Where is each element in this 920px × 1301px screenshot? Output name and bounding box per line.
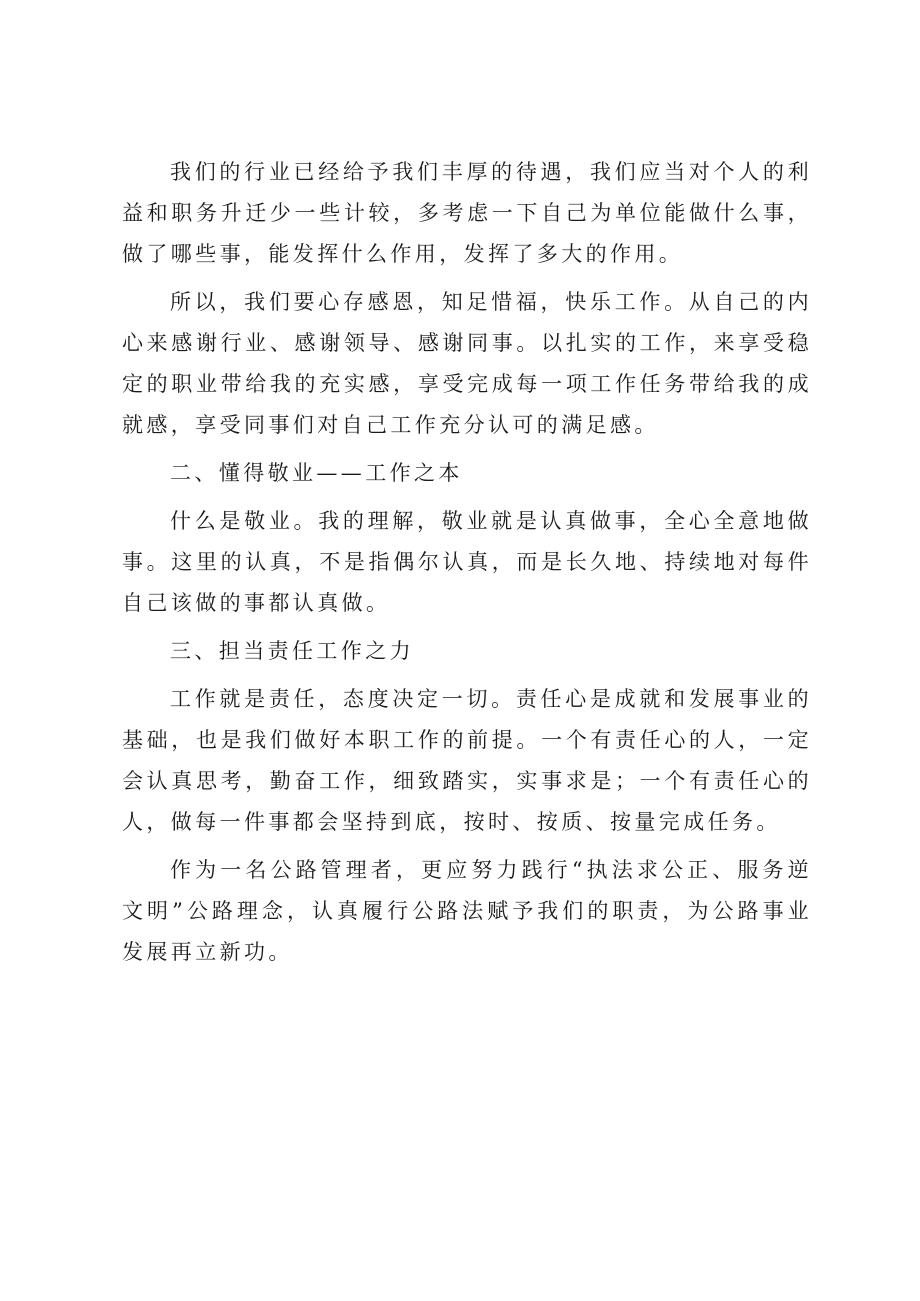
paragraph-responsibility: 工作就是责任，态度决定一切。责任心是成就和发展事业的基础，也是我们做好本职工作的前提。一个有责任心的人，一定会认真思考，勤奋工作，细致踏实，实事求是；一个有责任心的人，做每一件事都会坚持到底，按时、按质、按量完成任务。 (122, 687, 812, 834)
section-heading-dedication: 二、懂得敬业——工作之本 (170, 461, 463, 485)
paragraph-gratitude-conclusion: 所以，我们要心存感恩，知足惜福，快乐工作。从自己的内心来感谢行业、感谢领导、感谢同事。以扎实的工作，来享受稳定的职业带给我的充实感，享受完成每一项工作任务带给我的成就感，享受同事们对自己工作充分认可的满足感。 (122, 290, 812, 437)
paragraph-gratitude-intro: 我们的行业已经给予我们丰厚的待遇，我们应当对个人的利益和职务升迁少一些计较，多考虑一下自己为单位能做什么事，做了哪些事，能发挥什么作用，发挥了多大的作用。 (122, 160, 812, 266)
paragraph-highway-manager: 作为一名公路管理者，更应努力践行“执法求公正、服务逆文明”公路理念，认真履行公路法赋予我们的职责，为公路事业发展再立新功。 (122, 858, 812, 964)
section-heading-responsibility: 三、担当责任工作之力 (170, 639, 414, 663)
paragraph-dedication: 什么是敬业。我的理解，敬业就是认真做事，全心全意地做事。这里的认真，不是指偶尔认真，而是长久地、持续地对每件自己该做的事都认真做。 (122, 509, 812, 615)
document-body (122, 152, 812, 980)
